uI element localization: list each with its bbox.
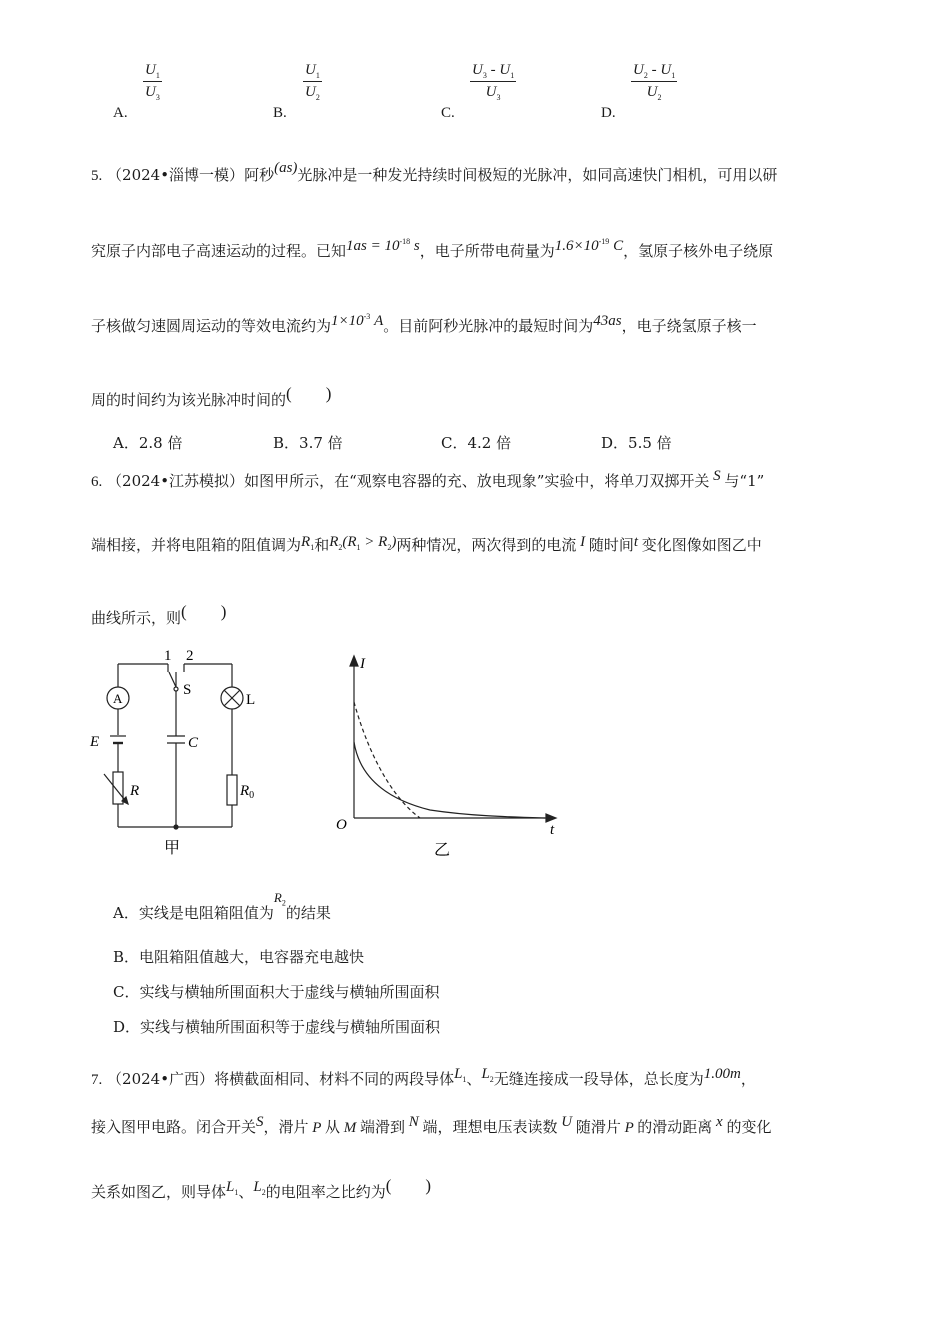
q6-option-d[interactable]: D．实线与横轴所围面积等于虚线与横轴所围面积 xyxy=(113,1018,441,1036)
q5-option-c[interactable]: C．4.2 倍 xyxy=(441,434,512,452)
q6-option-a[interactable]: A．实线是电阻箱阻值为$R_2$的结果 xyxy=(113,890,331,922)
q4-option-d-fraction: $\frac{U_2 - U_1}{U_2}$ xyxy=(633,62,676,102)
q6-line-1: 6. （2024•江苏模拟）如图甲所示，在“观察电容器的充、放电现象”实验中，将单刀双掷开关 S 与“1” xyxy=(91,468,765,490)
q6-option-b[interactable]: B．电阻箱阻值越大，电容器充电越快 xyxy=(113,948,365,966)
origin-label: O xyxy=(336,817,347,833)
q5-line-1: 5. （2024•淄博一模）阿秒(as)光脉冲是一种发光持续时间极短的光脉冲，如同高速快门相机，可用以研 xyxy=(91,160,778,184)
axis-label-t: t xyxy=(550,822,555,838)
q5-option-b[interactable]: B．3.7 倍 xyxy=(273,434,343,452)
ammeter-label: A xyxy=(113,691,123,706)
q6-current-time-graph xyxy=(330,650,570,865)
q4-option-b-label[interactable]: B. xyxy=(273,105,287,121)
terminal-1-label: 1 xyxy=(164,648,172,664)
q6-option-c[interactable]: C．实线与横轴所围面积大于虚线与横轴所围面积 xyxy=(113,983,440,1001)
q4-option-a-fraction: $\frac{U_1}{U_3}$ xyxy=(145,62,160,102)
q6-circuit-diagram xyxy=(80,640,280,865)
capacitor-label: C xyxy=(188,735,199,751)
q4-option-b-fraction: $\frac{U_1}{U_2}$ xyxy=(305,62,320,102)
q6-line-3: 曲线所示，则( ) xyxy=(91,602,227,627)
terminal-2-label: 2 xyxy=(186,648,194,664)
solid-curve xyxy=(354,742,545,818)
q5-line-2: 究原子内部电子高速运动的过程。已知$1as = 10^{-18}$ s，电子所带电荷量为$1.6\times 10^{-19}$ C，氢原子核外电子绕原 xyxy=(91,237,774,260)
lamp-label: L xyxy=(246,692,256,708)
y-axis-arrow xyxy=(350,656,358,666)
dashed-curve xyxy=(354,702,420,818)
figure-yi-caption: 乙 xyxy=(434,842,451,859)
x-axis-arrow xyxy=(546,814,556,822)
q4-option-a-label[interactable]: A. xyxy=(113,105,128,121)
q5-option-d[interactable]: D．5.5 倍 xyxy=(601,434,672,452)
q7-line-2: 接入图甲电路。闭合开关S，滑片 P 从 M 端滑到 N 端，理想电压表读数 U 随滑片 P 的滑动距离 x 的变化 xyxy=(91,1114,772,1136)
q6-line-2: 端相接，并将电阻箱的阻值调为$R_1$和$R_2(R_1 > R_2)$两种情况，两次得到的电流 I 随时间t 变化图像如图乙中 xyxy=(91,534,762,554)
q4-option-d-label[interactable]: D. xyxy=(601,105,616,121)
r0-label: $R_0$ xyxy=(240,783,255,801)
q7-line-3: 关系如图乙，则导体$L_1$、$L_2$的电阻率之比约为( ) xyxy=(91,1176,432,1201)
q5-option-a[interactable]: A．2.8 倍 xyxy=(113,434,183,452)
q5-line-4: 周的时间约为该光脉冲时间的( ) xyxy=(91,384,332,409)
q4-option-c-label[interactable]: C. xyxy=(441,105,455,121)
q7-line-1: 7. （2024•广西）将横截面相同、材料不同的两段导体$L_1$、$L_2$无缝连接成一段导体，总长度为1.00m， xyxy=(91,1066,756,1088)
resistor-r0-icon xyxy=(227,775,237,805)
q4-option-c-fraction: $\frac{U_3 - U_1}{U_3}$ xyxy=(472,62,515,102)
axis-label-i: I xyxy=(360,656,365,672)
q5-line-3: 子核做匀速圆周运动的等效电流约为$1\times 10^{-3}$ A。目前阿秒光脉冲的最短时间为43as，电子绕氢原子核一 xyxy=(91,312,757,335)
figure-jia-caption: 甲 xyxy=(164,840,181,857)
switch-label: S xyxy=(183,682,192,698)
emf-label: E xyxy=(90,734,100,750)
rheostat-label: R xyxy=(130,783,140,799)
